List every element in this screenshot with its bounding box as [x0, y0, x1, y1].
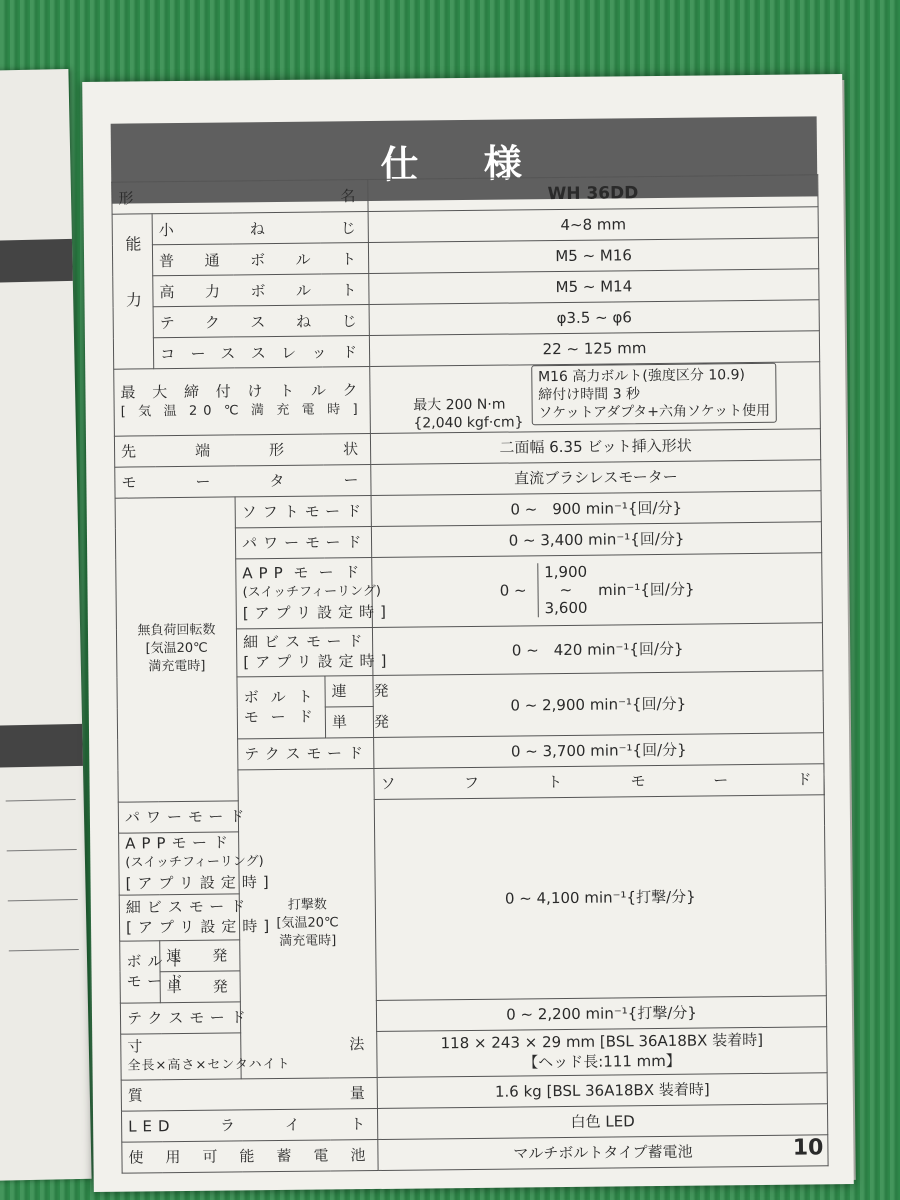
app-value-top: 1,900 [544, 562, 588, 582]
mode-label: パワーモード [118, 800, 238, 832]
spec-page [82, 74, 854, 1192]
page-number: 10 [792, 1135, 824, 1161]
motor-value: 直流ブラシレスモーター [371, 459, 821, 495]
torque-label-line1: 最大締付けトルク [120, 380, 364, 402]
no-load-group-label [115, 496, 238, 801]
previous-page-rule [9, 949, 79, 951]
mode-value: 0 ~ 3,400 min⁻¹{回/分} [371, 521, 821, 557]
app-value-range [537, 563, 588, 618]
fine-mode-line1: 細ビスモード [242, 632, 369, 652]
bolt-mode-line2: モード [243, 707, 319, 727]
capacity-label: コーススレッド [153, 336, 369, 369]
fine-mode-value: 0 ~ 420 min⁻¹{回/分} [372, 622, 822, 675]
previous-page-header-bar [0, 239, 73, 283]
impact-group-line2: [気温20℃ [276, 914, 339, 931]
model-value: WH 36DD [368, 175, 818, 212]
capacity-label: 普通ボルト [152, 243, 368, 276]
torque-main-line2: {2,040 kgf·cm} [413, 413, 524, 432]
led-label: LEDライト [121, 1108, 377, 1142]
capacity-label: 小 ね じ [152, 212, 368, 245]
app-mode-line3: [アプリ設定時] [125, 873, 275, 893]
fine-mode-line1: 細ビスモード [125, 897, 252, 917]
bolt-sub-single: 単 発 [160, 970, 240, 1002]
capacity-value: M5 ~ M14 [369, 269, 819, 305]
motor-label: モ ー タ ー [115, 464, 371, 498]
no-load-group-line3: 満充電時] [148, 658, 206, 675]
app-mode-value [372, 552, 823, 627]
dimension-label-line2: 全長×高さ×センタハイト [127, 1056, 291, 1074]
table-row [121, 1026, 827, 1079]
model-label: 形 名 [112, 180, 368, 215]
bolt-sub-single: 単 発 [325, 706, 373, 738]
app-mode-label [236, 557, 392, 628]
bolt-sub-continuous: 連 発 [325, 675, 373, 707]
spec-table [111, 174, 828, 1173]
app-mode-line3: [アプリ設定時] [242, 602, 392, 623]
bolt-sub-continuous: 連 発 [160, 939, 240, 971]
bolt-mode-label [237, 676, 326, 739]
app-mode-label [119, 831, 275, 894]
app-value-bottom: 3,600 [544, 598, 588, 618]
torque-label-line2: [気温20℃満充電時] [120, 401, 364, 420]
page-title: 仕 様 [111, 116, 818, 203]
app-value-mid: ~ [559, 580, 573, 600]
previous-page-header-bar [0, 724, 83, 768]
no-load-group-line2: [気温20℃ [145, 640, 208, 657]
torque-value [370, 362, 821, 433]
led-value: 白色 LED [377, 1103, 827, 1139]
capacity-value: 22 ~ 125 mm [369, 331, 819, 367]
torque-note-line2: 締付け時間 3 秒 [538, 386, 641, 404]
torque-label [114, 367, 371, 436]
battery-value: マルチボルトタイプ蓄電池 [378, 1134, 828, 1170]
bolt-mode-value: 0 ~ 2,900 min⁻¹{回/分} [373, 670, 824, 737]
fine-mode-label [236, 627, 393, 676]
no-load-group-line1: 無負荷回転数 [137, 622, 216, 639]
previous-page-rule [8, 899, 78, 901]
app-value-prefix: 0 ~ [499, 581, 527, 600]
table-row [114, 362, 821, 436]
tip-value: 二面幅 6.35 ビット挿入形状 [370, 428, 820, 464]
mass-label: 質 量 [121, 1077, 377, 1111]
bolt-mode-line1: ボルト [126, 951, 190, 971]
capacity-label: 高力ボルト [153, 274, 369, 307]
dimension-value [377, 1026, 827, 1077]
mode-label: テクスモード [238, 737, 374, 769]
mass-value: 1.6 kg [BSL 36A18BX 装着時] [377, 1072, 827, 1108]
dimension-value-line2: 【ヘッド長:111 mm】 [523, 1051, 681, 1072]
torque-main [413, 395, 523, 432]
battery-label: 使用可能蓄電池 [122, 1139, 378, 1173]
capacity-value: 4~8 mm [368, 207, 818, 243]
capacity-group-label: 能力 [112, 214, 154, 369]
fine-mode-line2: [アプリ設定時] [243, 651, 393, 672]
fine-mode-line2: [アプリ設定時] [125, 917, 276, 937]
app-mode-line1: APPモード [242, 563, 366, 583]
table-row [122, 1134, 828, 1172]
mode-label: テクスモード [120, 1001, 240, 1033]
bolt-mode-line1: ボルト [243, 687, 319, 707]
previous-page-rule [6, 799, 76, 801]
capacity-value: M5 ~ M16 [368, 238, 818, 274]
app-mode-line2: (スイッチフィーリング) [125, 854, 264, 871]
dimension-value-line1: 118 × 243 × 29 mm [BSL 36A18BX 装着時] [440, 1030, 764, 1053]
dimension-label-line1: 寸 法 [127, 1035, 371, 1056]
mode-value: 0 ~ 2,200 min⁻¹{打撃/分} [376, 995, 826, 1031]
torque-note-line1: M16 高力ボルト(強度区分 10.9) [537, 367, 745, 386]
mode-label: パワーモード [235, 526, 371, 558]
mode-label: ソフトモード [235, 495, 371, 527]
torque-note-line3: ソケットアダプタ+六角ソケット使用 [538, 402, 771, 422]
bolt-mode-line2: モード [126, 971, 190, 991]
capacity-label: テクスねじ [153, 305, 369, 338]
torque-note [531, 363, 777, 426]
tip-label: 先 端 形 状 [114, 433, 370, 467]
capacity-value: φ3.5 ~ φ6 [369, 300, 819, 336]
app-mode-line2: (スイッチフィーリング) [242, 583, 381, 601]
mode-value: 0 ~ 3,700 min⁻¹{回/分} [374, 732, 824, 768]
app-mode-line1: APPモード [125, 833, 235, 853]
app-value-unit: min⁻¹{回/分} [597, 580, 695, 600]
fine-mode-label [119, 893, 276, 940]
table-row [118, 794, 824, 832]
previous-page-rule [7, 849, 77, 851]
dimension-label [121, 1031, 377, 1080]
torque-main-line1: 最大 200 N·m [413, 396, 506, 414]
impact-group-line1: 打撃数 [287, 896, 327, 913]
impact-group-line3: 満充電時] [279, 932, 337, 949]
bolt-mode-label [120, 940, 190, 1002]
impact-shared-value: 0 ~ 4,100 min⁻¹{打撃/分} [374, 794, 826, 1000]
mode-label: ソフトモード [374, 763, 824, 799]
mode-value: 0 ~ 900 min⁻¹{回/分} [371, 490, 821, 526]
